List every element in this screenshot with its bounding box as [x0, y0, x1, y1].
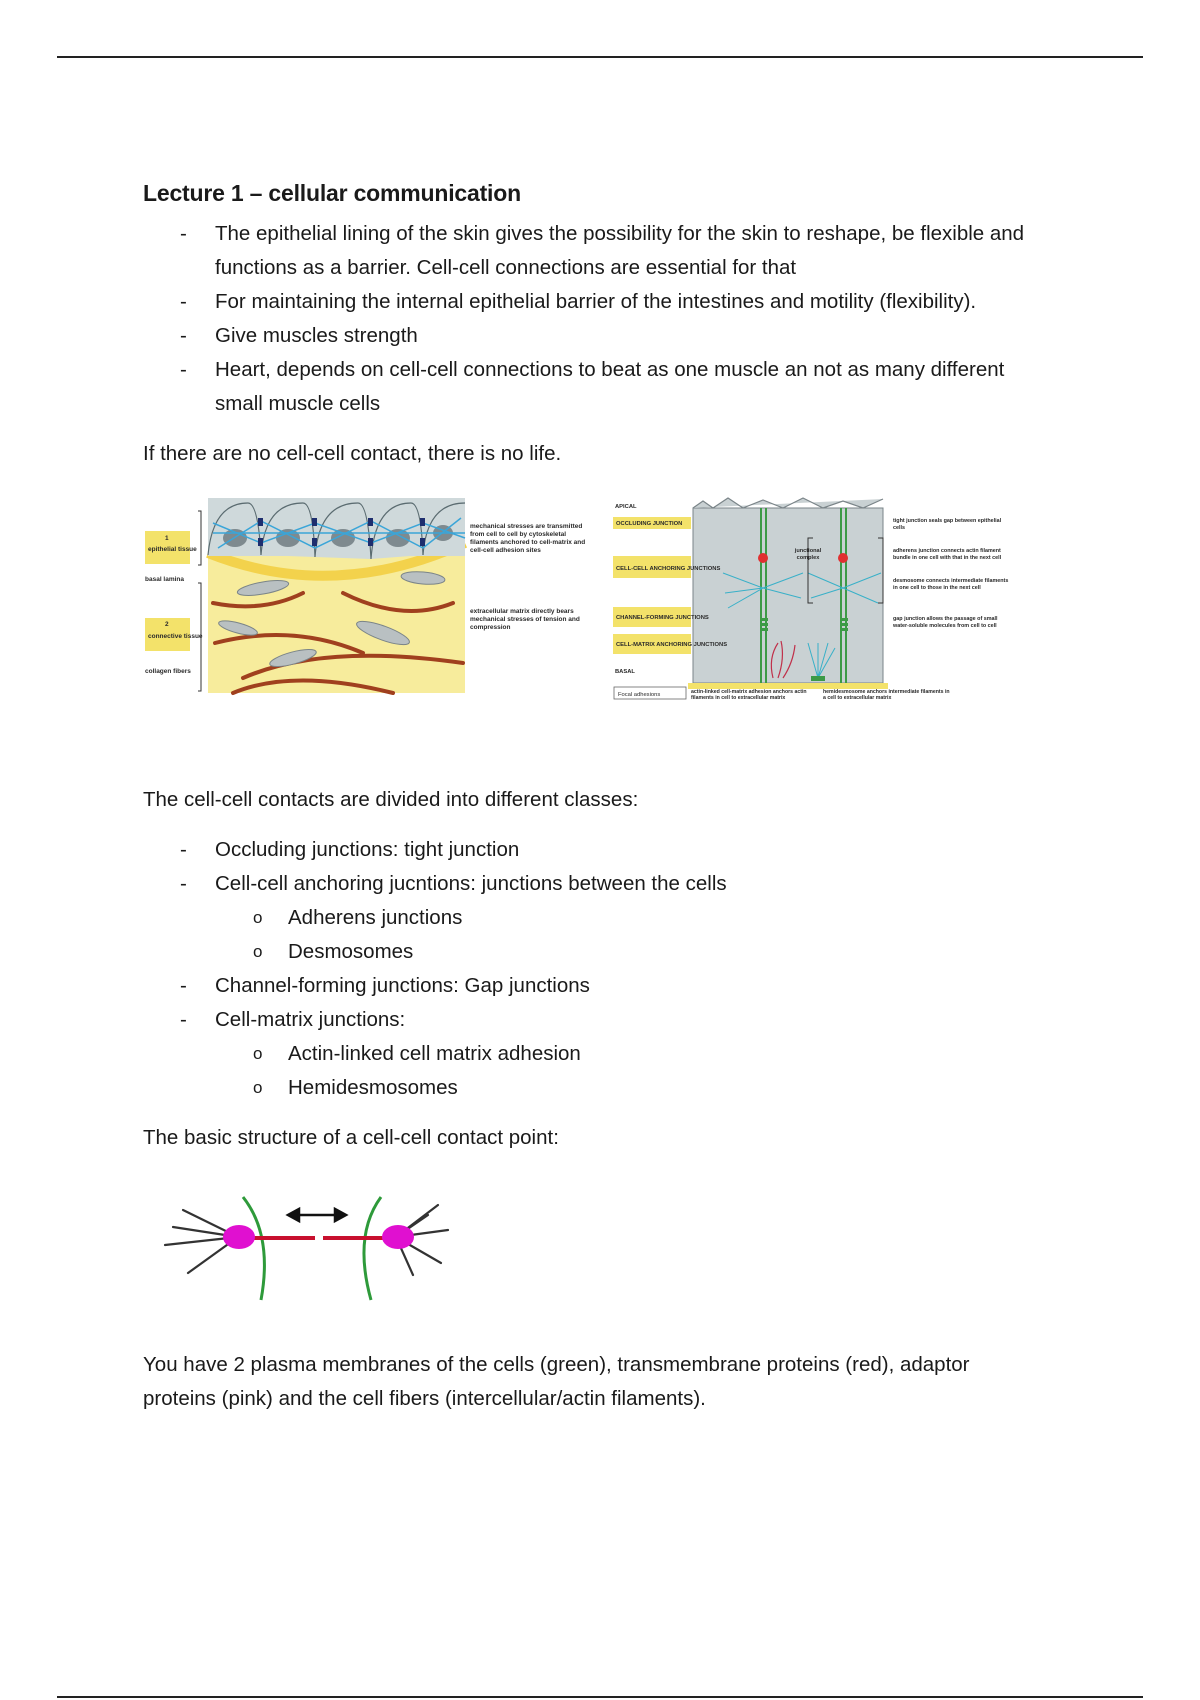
- label-junctional: junctional complex: [794, 548, 822, 561]
- left-adaptor-protein: [223, 1225, 255, 1249]
- no-contact-paragraph: If there are no cell-cell contact, there is no life.: [143, 442, 562, 465]
- label-focal: Focal adhesions: [618, 692, 661, 698]
- classes-intro: The cell-cell contacts are divided into different classes:: [143, 788, 639, 811]
- sub-list-item: o Adherens junctions: [143, 901, 1043, 935]
- list-item: - Channel-forming junctions: Gap junctions: [143, 969, 1043, 1003]
- label-tissue2-num: 2: [165, 621, 169, 628]
- label-gap-note: gap junction allows the passage of small water-soluble molecules from cell to cell: [893, 616, 998, 629]
- label-basal-right: BASAL: [615, 669, 635, 675]
- classes-list: [143, 833, 1043, 901]
- label-matrix: CELL-MATRIX ANCHORING JUNCTIONS: [616, 642, 728, 648]
- label-tissue1-num: 1: [165, 535, 169, 542]
- classes-sublist: [143, 901, 1043, 969]
- label-mech: mechanical stresses are transmitted from cell to cell by cytoskeletal filaments anchored to cell-matrix and cell-cell adhesion sites: [470, 523, 586, 554]
- label-desmo-note: desmosome connects intermediate filaments in one cell to those in the next cell: [893, 578, 1009, 591]
- list-item: - Cell-matrix junctions:: [143, 1003, 1043, 1037]
- bottom-rule: [57, 1696, 1143, 1698]
- sub-list-item: o Actin-linked cell matrix adhesion: [143, 1037, 1043, 1071]
- label-tight-note: tight junction seals gap between epithelial cells: [893, 518, 1002, 531]
- tissue-figure: [143, 493, 593, 713]
- intro-list: [143, 217, 1043, 421]
- label-channel: CHANNEL-FORMING JUNCTIONS: [616, 615, 709, 621]
- label-actin-note: actin-linked cell-matrix adhesion anchors actin filaments in cell to extracellular matrix: [691, 689, 807, 701]
- label-basal: basal lamina: [145, 576, 185, 583]
- right-adaptor-protein: [382, 1225, 414, 1249]
- label-collagen: collagen fibers: [145, 668, 191, 675]
- left-membrane: [243, 1197, 264, 1300]
- figure-row: [143, 493, 1043, 723]
- list-item: - Cell-cell anchoring jucntions: junctions between the cells: [143, 867, 1043, 901]
- list-item: - For maintaining the internal epithelial barrier of the intestines and motility (flexibility).: [143, 285, 1043, 319]
- list-item: - Heart, depends on cell-cell connections to beat as one muscle an not as many different small muscle cells: [143, 353, 1043, 421]
- junction-figure: [613, 493, 1013, 713]
- list-item: - Give muscles strength: [143, 319, 1043, 353]
- label-tissue1: epithelial tissue: [148, 546, 197, 553]
- classes-sublist: [143, 1037, 1043, 1105]
- label-ecm: extracellular matrix directly bears mechanical stresses of tension and compression: [470, 608, 580, 631]
- right-membrane: [364, 1197, 381, 1300]
- list-item: - Occluding junctions: tight junction: [143, 833, 1043, 867]
- document-body: [143, 180, 1043, 1416]
- sub-list-item: o Hemidesmosomes: [143, 1071, 1043, 1105]
- structure-intro: The basic structure of a cell-cell contact point:: [143, 1126, 559, 1149]
- label-apical: APICAL: [615, 504, 637, 510]
- label-occluding: OCCLUDING JUNCTION: [616, 521, 683, 527]
- page-title: Lecture 1 – cellular communication: [143, 180, 521, 206]
- label-anchoring: CELL-CELL ANCHORING JUNCTIONS: [616, 566, 721, 572]
- label-adherens-note: adherens junction connects actin filament bundle in one cell with that in the next cell: [893, 548, 1002, 561]
- double-arrow-icon: [288, 1209, 346, 1221]
- list-item: - The epithelial lining of the skin gives the possibility for the skin to reshape, be flexible and functions as a barrier. Cell-cell connections are essential for that: [143, 217, 1043, 285]
- label-tissue2: connective tissue: [148, 633, 203, 640]
- structure-caption: You have 2 plasma membranes of the cells (green), transmembrane proteins (red), adaptor proteins (pink) and the cell fibers (intercellular/actin filaments).: [143, 1353, 970, 1410]
- classes-list: [143, 969, 1043, 1037]
- top-rule: [57, 56, 1143, 58]
- contact-point-diagram: [143, 1175, 463, 1315]
- sub-list-item: o Desmosomes: [143, 935, 1043, 969]
- label-hemi-note: hemidesmosome anchors intermediate filaments in a cell to extracellular matrix: [823, 689, 950, 701]
